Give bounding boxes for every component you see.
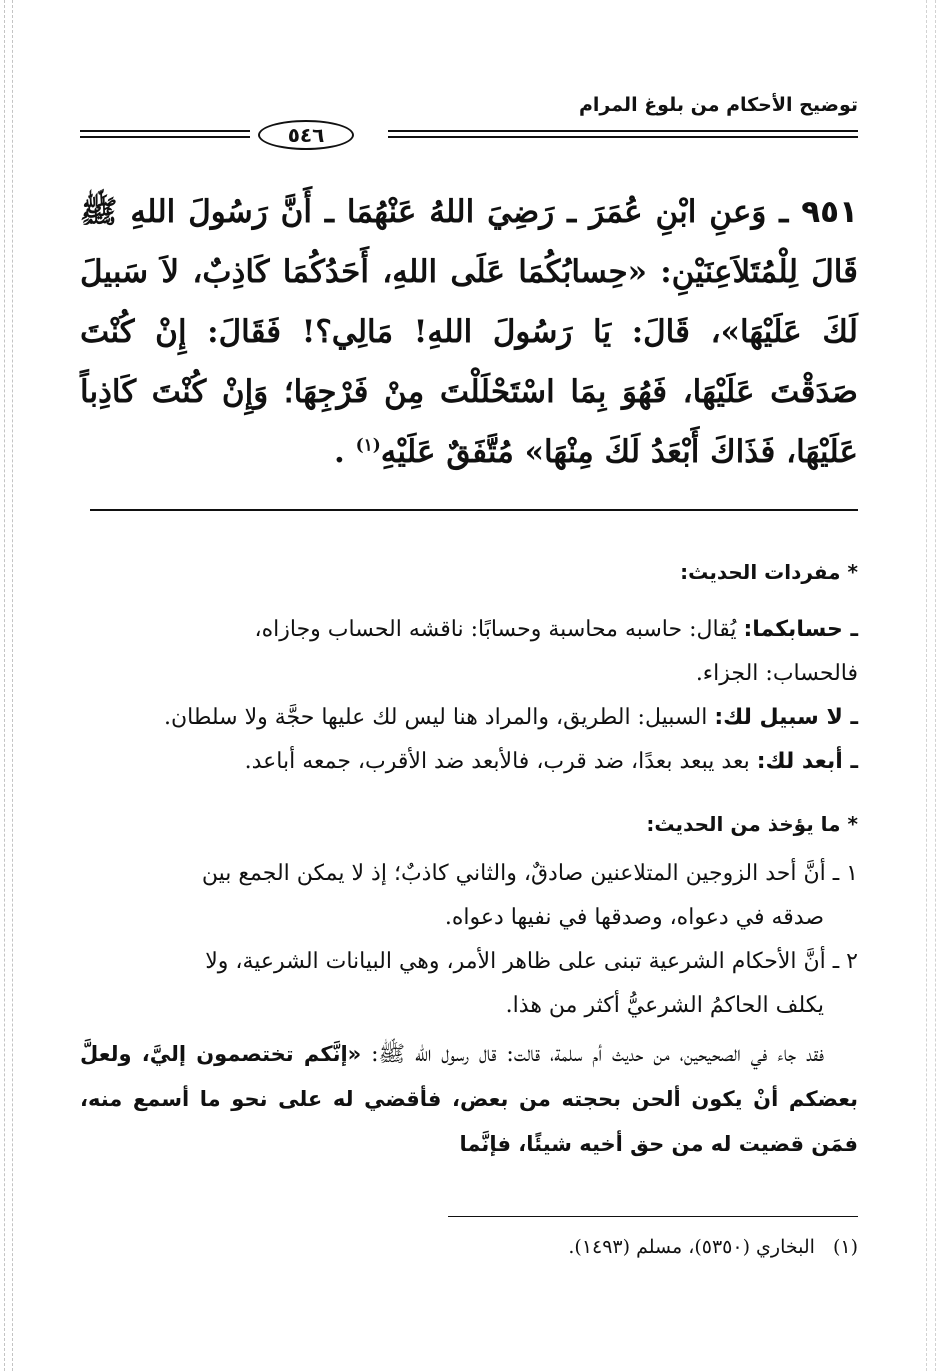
scan-edge-line xyxy=(935,0,936,1371)
hadith-end: . xyxy=(333,434,356,470)
footnote-number: (١) xyxy=(832,1236,858,1258)
lesson-paragraph-intro: فقد جاء في الصحيحين، من حديث أم سلمة، قالت: قال رسول الله ﷺ: xyxy=(361,1042,824,1067)
lesson-text-cont: يكلف الحاكمُ الشرعيُّ أكثر من هذا. xyxy=(505,993,824,1018)
hadith-body: ـ وَعنِ ابْنِ عُمَرَ ـ رَضِيَ اللهُ عَنْهُمَا ـ أَنَّ رَسُولَ اللهِ ﷺ قَالَ لِلْمُتَلاَعِنَيْنِ: «حِسابُكُمَا عَلَى اللهِ، أَحَدُكُمَا كَاذِبٌ، لاَ سَبيلَ لَكَ عَلَيْهَا»، قَالَ: يَا رَسُولَ اللهِ! مَالِي؟! فَقَالَ: إِنْ كُنْتَ صَدَقْتَ عَلَيْهَا، فَهُوَ بِمَا اسْتَحْلَلْتَ مِنْ فَرْجِهَا؛ وَإِنْ كُنْتَ كَاذِباً عَلَيْهَا، فَذَاكَ أَبْعَدُ لَكَ مِنْهَا» مُتَّفَقٌ عَلَيْهِ xyxy=(80,194,858,470)
lessons-heading: * ما يؤخذ من الحديث: xyxy=(646,812,858,836)
vocab-definition: بعد يبعد بعدًا، ضد قرب، فالأبعد ضد الأقرب، جمعه أباعد. xyxy=(244,749,757,774)
vocab-definition: السبيل: الطريق، والمراد هنا ليس لك عليها حجَّة ولا سلطان. xyxy=(163,705,715,730)
header-rule xyxy=(388,130,858,132)
footnote-marker: (١) xyxy=(355,435,381,456)
lesson-paragraph xyxy=(80,1032,858,1167)
scan-edge-line xyxy=(12,0,13,1371)
lesson-item xyxy=(80,940,858,1028)
header-rule xyxy=(80,136,250,138)
lessons-list xyxy=(80,852,858,1167)
vocab-item xyxy=(80,608,858,696)
vocab-term: ـ أبعد لك: xyxy=(756,749,858,774)
hadith-number: ٩٥١ xyxy=(801,194,858,230)
header-rule xyxy=(80,130,250,132)
vocab-term: ـ لا سبيل لك: xyxy=(714,705,858,730)
footnote-divider xyxy=(448,1216,858,1217)
vocab-definition-cont: فالحساب: الجزاء. xyxy=(695,661,858,686)
scan-edge-line xyxy=(926,0,927,1371)
vocab-list xyxy=(80,608,858,784)
page-header xyxy=(80,92,858,152)
running-title: توضيح الأحكام من بلوغ المرام xyxy=(578,94,858,116)
header-rule xyxy=(388,136,858,138)
lesson-paragraph-quote: «إنَّكم تختصمون إليَّ، ولعلَّ بعضكم أنْ يكون ألحن بحجته من بعض، فأقضي له على نحو ما أسمع منه، فمَن قضيت له من حق أخيه شيئًا، فإنَّما xyxy=(80,1042,858,1156)
lesson-text-cont: صدقه في دعواه، وصدقها في نفيها دعواه. xyxy=(444,905,824,930)
scan-edge-line xyxy=(4,0,5,1371)
vocab-definition: يُقال: حاسبه محاسبة وحسابًا: ناقشه الحساب وجازاه، xyxy=(254,617,744,642)
lesson-text: ٢ ـ أنَّ الأحكام الشرعية تبنى على ظاهر الأمر، وهي البيانات الشرعية، ولا xyxy=(205,949,858,974)
page-number: ٥٤٦ xyxy=(258,120,354,150)
section-divider xyxy=(90,509,858,511)
lesson-text: ١ ـ أنَّ أحد الزوجين المتلاعنين صادقٌ، والثاني كاذبٌ؛ إذ لا يمكن الجمع بين xyxy=(201,861,858,886)
vocab-heading: * مفردات الحديث: xyxy=(680,560,858,584)
vocab-item xyxy=(80,740,858,784)
lesson-item xyxy=(80,852,858,940)
footnote xyxy=(80,1236,858,1258)
vocab-item xyxy=(80,696,858,740)
vocab-term: ـ حسابكما: xyxy=(743,617,858,642)
hadith-text xyxy=(80,182,858,482)
footnote-text: البخاري (٥٣٥٠)، مسلم (١٤٩٣). xyxy=(568,1236,815,1258)
